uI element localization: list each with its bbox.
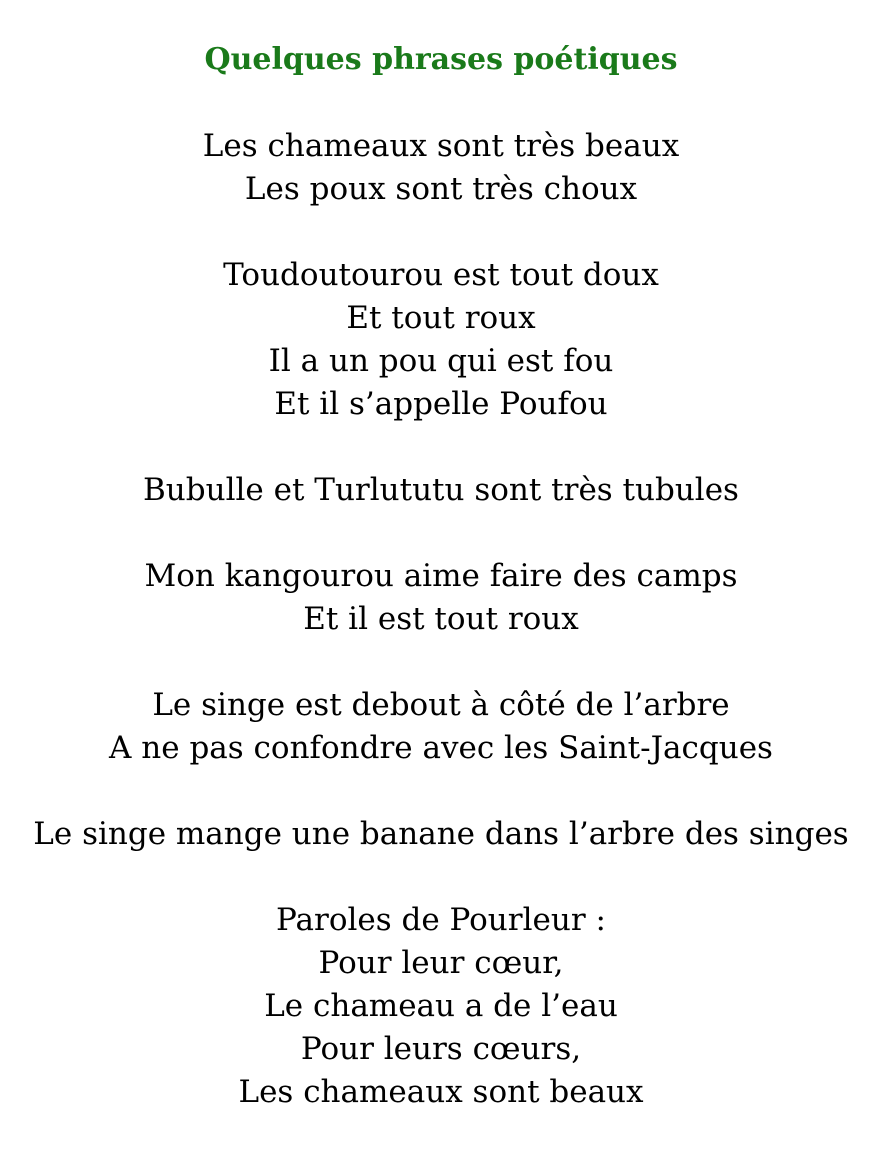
poem-line: Le singe est debout à côté de l’arbre	[152, 687, 730, 723]
poem-line: Le chameau a de l’eau	[264, 988, 618, 1024]
poem-title: Quelques phrases poétiques	[204, 42, 678, 77]
poem-line: Bubulle et Turlututu sont très tubules	[143, 472, 739, 508]
poem-line: Le singe mange une banane dans l’arbre des singes	[33, 816, 849, 852]
poem-line: Et il est tout roux	[303, 601, 579, 637]
poem-line: Et tout roux	[346, 300, 536, 336]
poem-line: Et il s’appelle Poufou	[274, 386, 608, 422]
poem-line: Mon kangourou aime faire des camps	[144, 558, 738, 594]
poem-line: A ne pas confondre avec les Saint-Jacques	[109, 730, 773, 766]
poem-line: Toudoutourou est tout doux	[223, 257, 659, 293]
poem-line: Les chameaux sont beaux	[238, 1074, 644, 1110]
poem-line: Les poux sont très choux	[244, 171, 638, 207]
poem-line: Paroles de Pourleur :	[276, 902, 606, 938]
poem-line: Pour leurs cœurs,	[300, 1031, 582, 1067]
poem-line: Pour leur cœur,	[318, 945, 564, 981]
poem-line: Les chameaux sont très beaux	[202, 128, 680, 164]
poem-line: Il a un pou qui est fou	[268, 343, 614, 379]
